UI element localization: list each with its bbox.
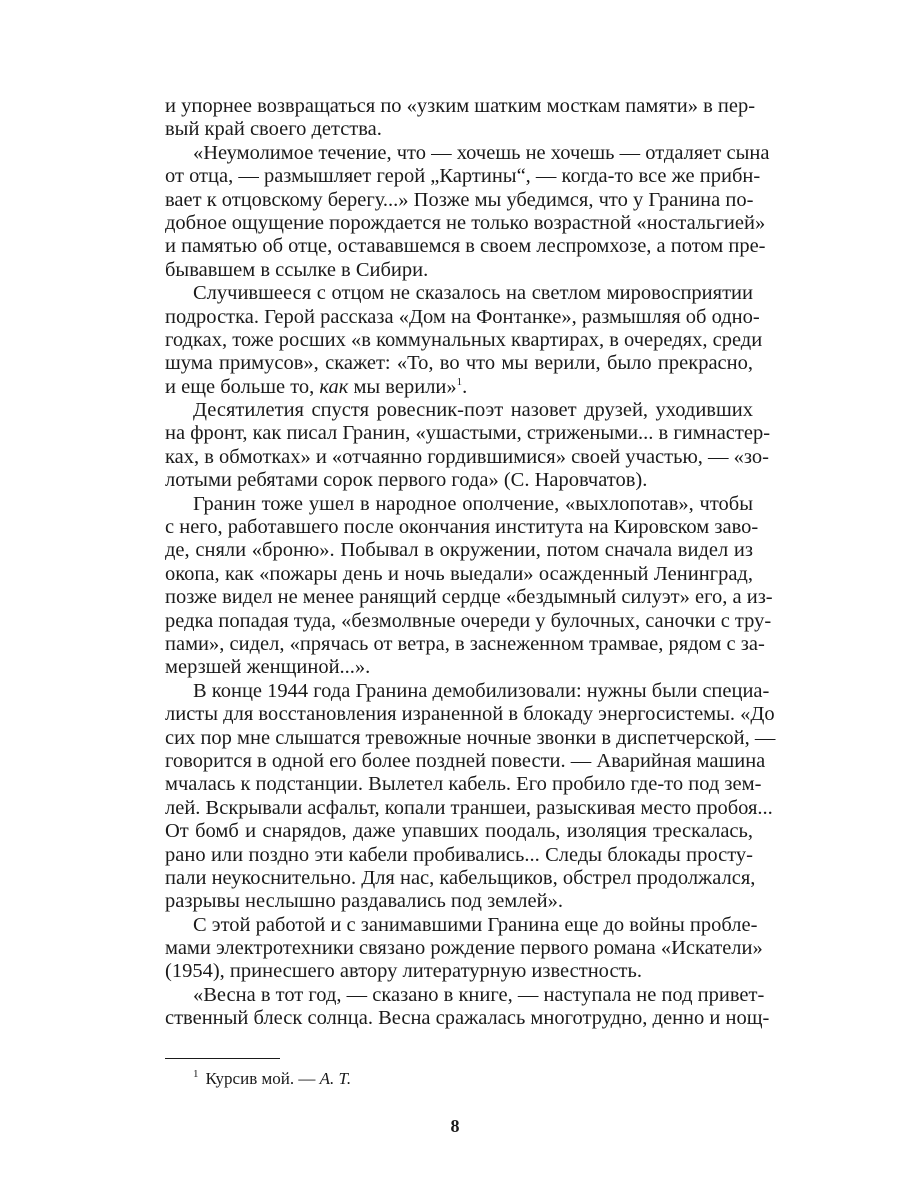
text-line: де, сняли «броню». Побывал в окружении, потом сначала видел из	[165, 539, 753, 562]
text-line: от отца, — размышляет герой „Картины“, — когда-то все же прибн-	[165, 165, 761, 188]
text-line: рано или поздно эти кабели пробивались... Следы блокады просту-	[165, 843, 753, 866]
text-line: Гранин тоже ушел в народное ополчение, «выхлопотав», чтобы	[193, 492, 753, 515]
text-line: редка попадая туда, «безмолвные очереди у булочных, саночки с тру-	[165, 609, 772, 632]
text-line: С этой работой и с занимавшими Гранина еще до войны пробле-	[193, 913, 758, 936]
page-body	[165, 95, 776, 1031]
footnote	[193, 1069, 351, 1089]
text-line: и памятью об отце, остававшемся в своем леспромхозе, а потом пре-	[165, 235, 766, 258]
text-line: (1954), принесшего автору литературную известность.	[165, 960, 642, 983]
text-line: позже видел не менее ранящий сердце «бездымный силуэт» его, а из-	[165, 586, 773, 609]
text-line: лотыми ребятами сорок первого года» (С. Наровчатов).	[165, 469, 648, 492]
text-line: В конце 1944 года Гранина демобилизовали: нужны были специа-	[193, 679, 770, 702]
text-line: мерзшей женщиной...».	[165, 656, 371, 679]
text-line: мчалась к подстанции. Вылетел кабель. Его пробило где-то под зем-	[165, 773, 762, 796]
text-line: бывавшем в ссылке в Сибири.	[165, 258, 429, 281]
text-line	[165, 376, 753, 399]
text-line: шума примусов», скажет: «То, во что мы верили, было прекрасно,	[165, 352, 753, 375]
text-line: От бомб и снарядов, даже упавших поодаль, изоляция трескалась,	[165, 820, 753, 843]
text-line: и упорнее возвращаться по «узким шатким мосткам памяти» в пер-	[165, 95, 756, 117]
page-number: 8	[450, 1116, 460, 1136]
text-line: подростка. Герой рассказа «Дом на Фонтанке», размышляя об одно-	[165, 305, 760, 328]
text-segment: мы верили»	[348, 375, 457, 398]
italic-word: как	[319, 375, 349, 398]
text-line: «Неумолимое течение, что — хочешь не хочешь — отдаляет сына	[193, 141, 770, 164]
text-line: мами электротехники связано рождение первого романа «Искатели»	[165, 937, 763, 960]
footnote-divider	[165, 1058, 280, 1059]
text-line: пами», сидел, «прячась от ветра, в заснеженном трамвае, рядом с за-	[165, 632, 765, 655]
text-line: лей. Вскрывали асфальт, копали траншеи, разыскивая место пробоя...	[165, 796, 773, 819]
text-line: окопа, как «пожары день и ночь выедали» осажденный Ленинград,	[165, 562, 753, 585]
text-line: листы для восстановления израненной в блокаду энергосистемы. «До	[165, 703, 775, 726]
footnote-reference[interactable]: 1	[456, 375, 463, 388]
text-line: сих пор мне слышатся тревожные ночные звонки в диспетчерской, —	[165, 726, 776, 749]
text-segment: .	[462, 375, 468, 398]
text-line: ственный блеск солнца. Весна сражалась многотрудно, денно и нощ-	[165, 1007, 770, 1030]
text-line: ках, в обмотках» и «отчаянно гордившимися» своей участью, — «зо-	[165, 445, 769, 468]
footnote-number: 1	[193, 1068, 199, 1081]
text-line: Десятилетия спустя ровесник-поэт назовет друзей, уходивших	[193, 399, 753, 422]
text-line: вает к отцовскому берегу...» Позже мы убедимся, что у Гранина по-	[165, 188, 754, 211]
text-line: годках, тоже росших «в коммунальных квартирах, в очередях, среди	[165, 328, 763, 351]
text-line: говорится в одной его более поздней повести. — Аварийная машина	[165, 749, 766, 772]
text-segment: и еще больше то,	[165, 375, 320, 398]
text-line: Случившееся с отцом не сказалось на светлом мировосприятии	[193, 282, 753, 305]
text-line: вый край своего детства.	[165, 118, 382, 141]
footnote-author: А. Т.	[319, 1069, 352, 1088]
text-line: с него, работавшего после окончания института на Кировском заво-	[165, 516, 759, 539]
text-line: на фронт, как писал Гранин, «ушастыми, стрижеными... в гимнастер-	[165, 422, 771, 445]
text-line: добное ощущение порождается не только возрастной «ностальгией»	[165, 211, 766, 234]
text-line: пали неукоснительно. Для нас, кабельщиков, обстрел продолжался,	[165, 866, 756, 889]
text-line: разрывы неслышно раздавались под землей».	[165, 890, 563, 913]
footnote-text: Курсив мой. —	[205, 1069, 320, 1088]
text-line: «Весна в тот год, — сказано в книге, — наступала не под привет-	[193, 983, 765, 1006]
